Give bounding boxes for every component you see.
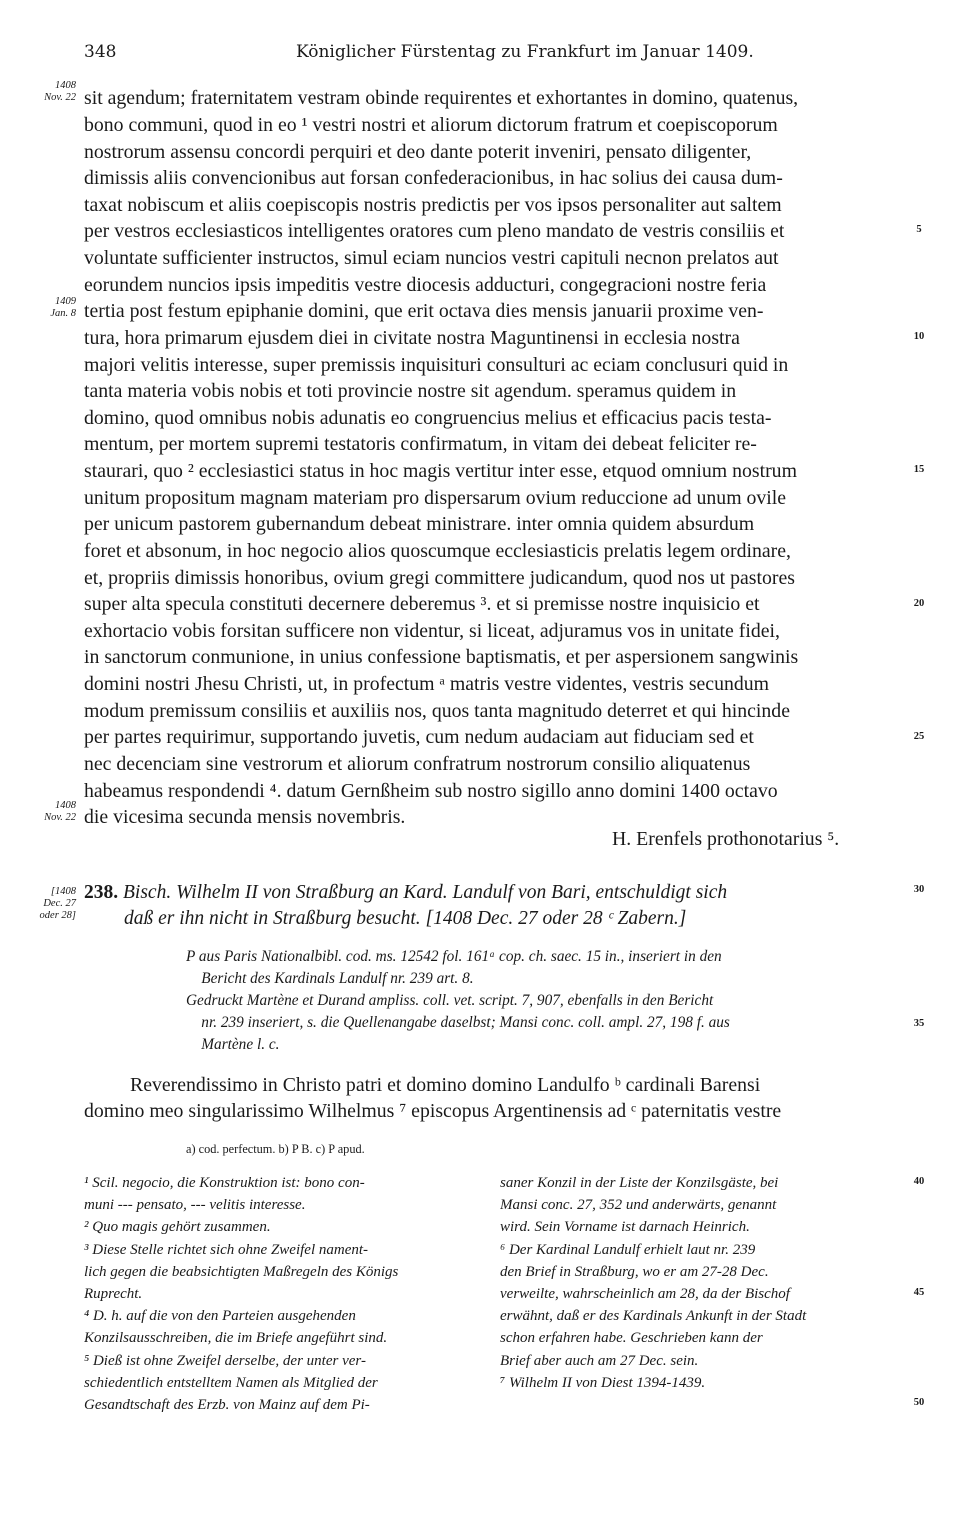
body-line: foret et absonum, in hoc negocio alios quoscumque ecclesiasticis prelatis legem ordinare, bbox=[84, 540, 791, 562]
footnote-line: Gesandtschaft des Erzb. von Mainz auf dem Pi- bbox=[84, 1396, 370, 1413]
document-heading-line: Bisch. Wilhelm II von Straßburg an Kard. Landulf von Bari, entschuldigt sich bbox=[123, 882, 728, 903]
body-line: dimissis aliis convencionibus aut forsan confederacionibus, in hac solius dei causa dum- bbox=[84, 167, 783, 189]
line-number: 45 bbox=[913, 1287, 925, 1298]
footnote-line: saner Konzil in der Liste der Konzilsgäste, bei bbox=[500, 1175, 779, 1191]
body-line: unitum propositum magnam materiam pro dispersarum ovium reduccione ad unum ovile bbox=[84, 487, 787, 509]
line-number: 25 bbox=[913, 731, 925, 742]
footnote-line: den Brief in Straßburg, wo er am 27-28 Dec. bbox=[500, 1263, 769, 1280]
footnotes-right-column bbox=[500, 1172, 896, 1394]
body-line: tura, hora primarum ejusdem diei in civitate nostra Maguntinensi in ecclesia nostra bbox=[84, 327, 740, 349]
body-line: domino, quod omnibus nobis adunatis eo congruencius melius et efficacius pacis testa- bbox=[84, 407, 772, 429]
footnote-line: ⁶ Der Kardinal Landulf erhielt laut nr. 239 bbox=[500, 1241, 756, 1258]
line-number: 5 bbox=[916, 224, 922, 235]
body-line: per unicum pastorem gubernandum debeat ministrare. inter omnia quidem absurdum bbox=[84, 513, 755, 535]
body-line: voluntate sufficienter instructos, simul eciam nuncios vestri capituli necnon prelatos aut bbox=[84, 247, 779, 269]
body-line: bono communi, quod in eo ¹ vestri nostri et aliorum dictorum fratrum et coepiscoporum bbox=[84, 114, 778, 136]
document-number: 238. bbox=[84, 882, 119, 903]
body-line: mentum, per mortem supremi testatoris confirmatum, in vitam dei debeat feliciter re- bbox=[84, 433, 757, 455]
body-line: tertia post festum epiphanie domini, que erit octava dies mensis januarii proxime ven- bbox=[84, 300, 764, 322]
footnote-line: wird. Sein Vorname ist darnach Heinrich. bbox=[500, 1219, 750, 1236]
signature-line: H. Erenfels prothonotarius ⁵. bbox=[612, 828, 840, 850]
line-number: 20 bbox=[913, 598, 925, 609]
body-line: staurari, quo ² ecclesiastici status in hoc magis vertitur inter esse, etquod omnium nostrum bbox=[84, 460, 797, 482]
body-line: super alta specula constituti decernere deberemus ³. et si premisse nostre inquisicio et bbox=[84, 593, 760, 615]
line-number: 30 bbox=[913, 884, 925, 895]
footnote-line: Konzilsausschreiben, die im Briefe angeführt sind. bbox=[84, 1330, 388, 1347]
footnote-line: verweilte, wahrscheinlich am 28, da der Bischof bbox=[500, 1285, 790, 1302]
footnote-line: Ruprecht. bbox=[84, 1285, 143, 1302]
footnote-line: ⁷ Wilhelm II von Diest 1394-1439. bbox=[500, 1374, 706, 1391]
footnote-line: schiedentlich entstelltem Namen als Mitglied der bbox=[84, 1374, 378, 1391]
page-header bbox=[84, 42, 900, 66]
footnote-line: lich gegen die beabsichtigten Maßregeln des Königs bbox=[84, 1263, 399, 1280]
source-note: P aus Paris Nationalbibl. cod. ms. 12542 fol. 161ᵃ cop. ch. saec. 15 in., inseriert in den bbox=[186, 948, 722, 965]
document-heading-continued: daß er ihn nicht in Straßburg besucht. [1408 Dec. 27 oder 28 ᶜ Zabern.] bbox=[124, 908, 687, 929]
body-line: per vestros ecclesiasticos intelligentes oratores cum pleno mandato de vestris consiliis et bbox=[84, 220, 785, 242]
line-number: 50 bbox=[913, 1397, 925, 1408]
body-line: sit agendum; fraternitatem vestram obinde requirentes et exhortantes in domino, quatenus, bbox=[84, 87, 799, 109]
footnote-line: muni --- pensato, --- velitis interesse. bbox=[84, 1197, 306, 1214]
critical-apparatus: a) cod. perfectum. b) P B. c) P apud. bbox=[186, 1142, 365, 1156]
page-number: 348 bbox=[84, 42, 117, 62]
body-line: modum premissum consiliis et auxiliis nos, quos tanta magnitudo deterret et qui hincinde bbox=[84, 700, 790, 722]
body-line: exhortacio vobis forsitan sufficere non videntur, si liceat, adjuramus vos in unitate fidei, bbox=[84, 620, 780, 642]
body-line: nostrorum assensu concordi perquiri et deo dante poterit inveniri, pensato diligenter, bbox=[84, 141, 752, 163]
footnote-line: ³ Diese Stelle richtet sich ohne Zweifel nament- bbox=[84, 1241, 369, 1258]
footnote-line: Mansi conc. 27, 352 und anderwärts, genannt bbox=[500, 1197, 777, 1214]
footnote-line: ⁵ Dieß ist ohne Zweifel derselbe, der unter ver- bbox=[84, 1352, 366, 1369]
footnote-line: ² Quo magis gehört zusammen. bbox=[84, 1219, 271, 1236]
margin-date: [1408 Dec. 27 oder 28] bbox=[39, 886, 76, 921]
document-heading bbox=[84, 882, 727, 904]
body-line: et, propriis dimissis honoribus, ovium gregi committere judicandum, quod nos ut pastores bbox=[84, 567, 795, 589]
body-line: per partes requirimur, supportando juvetis, cum nedum audaciam aut fiduciam sed et bbox=[84, 726, 754, 748]
margin-date: 1409 Jan. 8 bbox=[50, 296, 76, 319]
footnote-line: ¹ Scil. negocio, die Konstruktion ist: bono con- bbox=[84, 1175, 365, 1191]
source-note: nr. 239 inseriert, s. die Quellenangabe daselbst; Mansi conc. coll. ampl. 27, 198 f. aus bbox=[186, 1014, 730, 1031]
letter-line: domino meo singularissimo Wilhelmus ⁷ episcopus Argentinensis ad ᶜ paternitatis vestre bbox=[84, 1100, 782, 1122]
footnote-line: schon erfahren habe. Geschrieben kann der bbox=[500, 1330, 763, 1347]
footnote-line: erwähnt, daß er des Kardinals Ankunft in der Stadt bbox=[500, 1308, 807, 1325]
margin-date: 1408 Nov. 22 bbox=[44, 800, 76, 823]
body-line: taxat nobiscum et aliis coepiscopis nostris predictis per vos ipsos personaliter aut saltem bbox=[84, 194, 782, 216]
line-number: 15 bbox=[913, 464, 925, 475]
margin-date: 1408 Nov. 22 bbox=[44, 80, 76, 103]
line-number: 10 bbox=[913, 331, 925, 342]
body-line: nec decenciam sine vestrorum et aliorum confratrum nostrorum consilio aliquatenus bbox=[84, 753, 751, 775]
footnote-line: ⁴ D. h. auf die von den Parteien ausgehenden bbox=[84, 1308, 356, 1325]
letter-line: Reverendissimo in Christo patri et domino domino Landulfo ᵇ cardinali Barensi bbox=[130, 1074, 761, 1096]
line-number: 35 bbox=[913, 1018, 925, 1029]
body-line: tanta materia vobis nobis et toti provincie nostre sit agendum. speramus quidem in bbox=[84, 380, 737, 402]
running-title: Königlicher Fürstentag zu Frankfurt im Januar 1409. bbox=[296, 42, 754, 62]
source-note: Bericht des Kardinals Landulf nr. 239 art. 8. bbox=[186, 970, 474, 987]
body-line: domini nostri Jhesu Christi, ut, in profectum ᵃ matris vestre videntes, vestris secundum bbox=[84, 673, 770, 695]
body-line: in sanctorum conmunione, in unius confessione baptismatis, et per aspersionem sangwinis bbox=[84, 646, 799, 668]
footnotes-left-column bbox=[84, 1172, 476, 1416]
body-line: habeamus respondendi ⁴. datum Gernßheim sub nostro sigillo anno domini 1400 octavo bbox=[84, 780, 778, 802]
body-line: majori velitis interesse, super premissis inquisituri consulturi ac eciam conclusuri quid in bbox=[84, 354, 789, 376]
footnote-line: Brief aber auch am 27 Dec. sein. bbox=[500, 1352, 699, 1369]
line-number: 40 bbox=[913, 1176, 925, 1187]
body-line: die vicesima secunda mensis novembris. bbox=[84, 806, 406, 828]
source-note: Martène l. c. bbox=[186, 1036, 280, 1053]
body-line: eorundem nuncios ipsis impeditis vestre diocesis adducturi, congegracioni nostre feria bbox=[84, 274, 767, 296]
source-note: Gedruckt Martène et Durand ampliss. coll. vet. script. 7, 907, ebenfalls in den Bericht bbox=[186, 992, 714, 1009]
